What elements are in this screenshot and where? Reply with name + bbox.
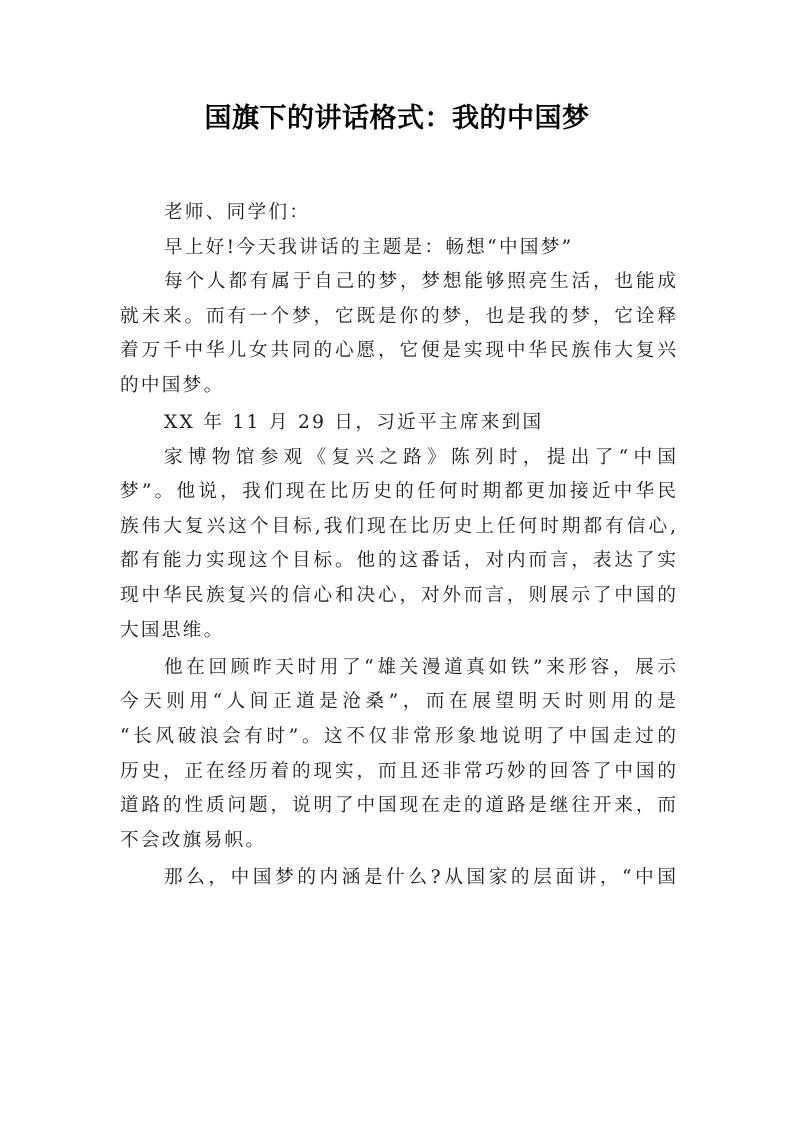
paragraph-line: 梦”。他说，我们现在比历史的任何时期都更加接近中华民 [120,481,676,503]
salutation-line: 老师、同学们： [164,202,311,223]
paragraph-line: 不会改旗易帜。 [120,829,267,851]
paragraph-line: 族伟大复兴这个目标,我们现在比历史上任何时期都有信心, [120,515,676,537]
paragraph-line: 历史，正在经历着的现实，而且还非常巧妙的回答了中国的 [120,760,676,782]
greeting-line: 早上好!今天我讲话的主题是：畅想“中国梦” [164,236,574,258]
paragraph-line: 道路的性质问题，说明了中国现在走的道路是继往开来，而 [120,795,676,817]
paragraph-line: 他在回顾昨天时用了“雄关漫道真如铁”来形容，展示 [164,656,676,678]
paragraph-line: 现中华民族复兴的信心和决心，对外而言，则展示了中国的 [120,585,676,607]
paragraph-line: 大国思维。 [120,619,225,641]
document-title: 国旗下的讲话格式：我的中国梦 [204,103,590,134]
paragraph-line: XX 年 11 月 29 日，习近平主席来到国 [164,412,544,434]
paragraph-line: 着万千中华儿女共同的心愿，它便是实现中华民族伟大复兴 [120,340,676,362]
paragraph-line: “长风破浪会有时”。这不仅非常形象地说明了中国走过的 [120,725,676,747]
paragraph-line: 那么，中国梦的内涵是什么?从国家的层面讲，“中国 [164,866,676,888]
paragraph-line: 都有能力实现这个目标。他的这番话，对内而言，表达了实 [120,550,676,572]
paragraph-line: 的中国梦。 [120,374,225,396]
paragraph-line: 家博物馆参观《复兴之路》陈列时，提出了“中国 [164,446,676,468]
paragraph-line: 就未来。而有一个梦，它既是你的梦，也是我的梦，它诠释 [120,305,676,327]
paragraph-line: 每个人都有属于自己的梦，梦想能够照亮生活，也能成 [164,271,676,293]
paragraph-line: 今天则用“人间正道是沧桑”，而在展望明天时则用的是 [120,691,676,713]
document-body [120,196,676,895]
